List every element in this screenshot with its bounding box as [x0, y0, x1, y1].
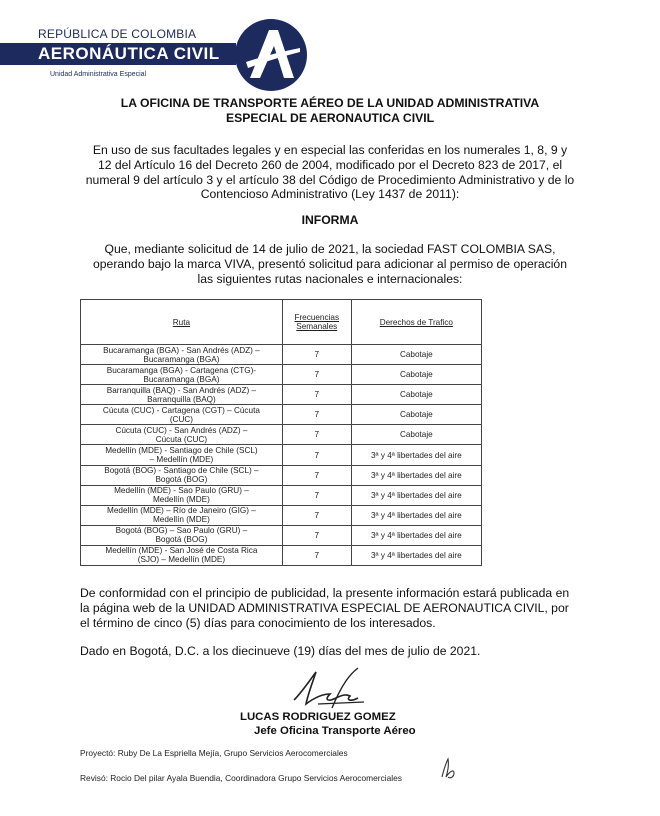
table-row — [81, 505, 482, 525]
traffic-rights-cell: 3ª y 4ª libertades del aire — [351, 485, 481, 505]
routes-table — [80, 299, 482, 566]
reviewed-by: Revisó: Rocio Del pilar Ayala Buendia, Coordinadora Grupo Servicios Aerocomerciales — [80, 773, 402, 783]
route-line: Medellín (MDE) – Río de Janeiro (GIG) – — [107, 506, 256, 516]
frequency-cell: 7 — [282, 485, 351, 505]
route-cell — [81, 445, 283, 465]
traffic-rights-cell: Cabotaje — [351, 405, 481, 425]
publicity-line: De conformidad con el principio de publicidad, la presente información estará publicada en — [80, 586, 570, 600]
frequency-cell: 7 — [282, 425, 351, 445]
route-cell — [81, 465, 283, 485]
table-row — [81, 365, 482, 385]
intro-line: En uso de sus facultades legales y en especial las conferidas en los numerales 1, 8, 9 y — [92, 143, 568, 157]
traffic-rights-cell: Cabotaje — [351, 365, 481, 385]
table-row — [81, 465, 482, 485]
request-line: operando bajo la marca VIVA, presentó solicitud para adicionar al permiso de operación — [92, 256, 567, 271]
table-row — [81, 345, 482, 365]
projected-by: Proyectó: Ruby De La Espriella Mejía, Grupo Servicios Aerocomerciales — [80, 748, 348, 758]
frequency-cell: 7 — [282, 405, 351, 425]
intro-line: 12 del Artículo 16 del Decreto 260 de 2004, modificado por el Decreto 823 de 2017, el — [97, 157, 563, 172]
route-line: Medellín (MDE) - San José de Costa Rica — [105, 546, 258, 556]
signer-name: LUCAS RODRIGUEZ GOMEZ — [240, 711, 396, 723]
table-row — [81, 385, 482, 405]
route-line: Medellín (MDE) - Sao Paulo (GRU) – — [114, 486, 249, 496]
document-title — [80, 96, 580, 126]
publicity-line: el término de cinco (5) días para conocimiento de los interesados. — [80, 615, 436, 630]
traffic-rights-cell: 3ª y 4ª libertades del aire — [351, 465, 481, 485]
route-line: Cúcuta (CUC) - San Andrés (ADZ) – — [115, 425, 248, 435]
signer-block — [240, 710, 416, 738]
reviewer-initial — [438, 757, 458, 781]
traffic-rights-cell: 3ª y 4ª libertades del aire — [351, 505, 481, 525]
frequency-cell: 7 — [282, 345, 351, 365]
table-row — [81, 525, 482, 545]
frequency-cell: 7 — [282, 465, 351, 485]
frequency-cell: 7 — [282, 385, 351, 405]
route-cell — [81, 405, 283, 425]
route-line: Barranquilla (BAQ) — [147, 394, 216, 404]
title-line: LA OFICINA DE TRANSPORTE AÉREO DE LA UNIDAD ADMINISTRATIVA — [120, 96, 540, 110]
route-line: Bogotá (BOG) - Santiago de Chile (SCL) – — [104, 466, 259, 476]
frequency-cell: 7 — [282, 525, 351, 545]
letterhead — [0, 18, 660, 108]
agency-name: AERONÁUTICA CIVIL — [38, 44, 220, 63]
aerocivil-logo-icon — [234, 18, 308, 92]
table-row — [81, 485, 482, 505]
route-line: Bucaramanga (BGA) — [143, 354, 220, 364]
request-line: las siguientes rutas nacionales e internacionales: — [197, 271, 463, 286]
publicity-line: la página web de la UNIDAD ADMINISTRATIVA ESPECIAL DE AERONAUTICA CIVIL, por — [80, 600, 569, 615]
route-cell — [81, 365, 283, 385]
route-cell — [81, 525, 283, 545]
route-line: (SJO) – Medellín (MDE) — [137, 555, 226, 565]
intro-line: Contencioso Administrativo (Ley 1437 de 2011): — [200, 187, 460, 202]
route-line: – Medellín (MDE) — [149, 455, 214, 465]
route-line: (CUC) — [169, 414, 194, 424]
table-row — [81, 405, 482, 425]
frequency-cell: 7 — [282, 445, 351, 465]
column-header-frecuencias — [282, 300, 351, 345]
route-line: Cúcuta (CUC) - Cartagena (CGT) – Cúcuta — [102, 405, 260, 415]
column-header-derechos: Derechos de Trafico — [351, 300, 481, 345]
request-paragraph — [70, 242, 590, 286]
route-line: Bucaramanga (BGA) - San Andrés (ADZ) – — [103, 345, 260, 355]
frequency-cell: 7 — [282, 545, 351, 565]
table-row — [81, 545, 482, 565]
route-line: Medellín (MDE) - Santiago de Chile (SCL) — [105, 446, 258, 456]
table-header-row — [81, 300, 482, 345]
route-line: Bucaramanga (BGA) - Cartagena (CTG)- — [106, 365, 257, 375]
route-cell — [81, 505, 283, 525]
intro-paragraph — [70, 143, 590, 202]
publicity-paragraph — [80, 586, 600, 630]
request-line: Que, mediante solicitud de 14 de julio de 2021, la sociedad FAST COLOMBIA SAS, — [104, 242, 556, 256]
route-cell — [81, 345, 283, 365]
table-row — [81, 425, 482, 445]
column-header-ruta: Ruta — [81, 300, 283, 345]
route-line: Bogotá (BOG) — [155, 535, 208, 545]
route-line: Cúcuta (CUC) — [155, 434, 208, 444]
unit-label: Unidad Administrativa Especial — [50, 71, 147, 78]
signer-role: Jefe Oficina Transporte Aéreo — [254, 725, 416, 737]
route-line: Bogotá (BOG) – Sao Paulo (GRU) – — [115, 526, 248, 536]
frequency-cell: 7 — [282, 365, 351, 385]
table-row — [81, 445, 482, 465]
freq-header-line: Semanales — [296, 322, 338, 331]
route-line: Bucaramanga (BGA) — [143, 374, 220, 384]
frequency-cell: 7 — [282, 505, 351, 525]
informa-heading: INFORMA — [301, 213, 359, 227]
route-line: Medellín (MDE) — [152, 515, 210, 525]
date-line: Dado en Bogotá, D.C. a los diecinueve (19) días del mes de julio de 2021. — [80, 644, 481, 658]
route-cell — [81, 545, 283, 565]
traffic-rights-cell: 3ª y 4ª libertades del aire — [351, 525, 481, 545]
handwritten-signature — [288, 664, 374, 714]
intro-line: numeral 9 del artículo 3 y el artículo 38 del Código de Procedimiento Administrativo y de lo — [85, 172, 575, 187]
freq-header-line: Frecuencias — [294, 313, 340, 322]
traffic-rights-cell: 3ª y 4ª libertades del aire — [351, 545, 481, 565]
traffic-rights-cell: Cabotaje — [351, 345, 481, 365]
route-cell — [81, 485, 283, 505]
title-line: ESPECIAL DE AERONAUTICA CIVIL — [225, 111, 435, 125]
traffic-rights-cell: Cabotaje — [351, 425, 481, 445]
traffic-rights-cell: 3ª y 4ª libertades del aire — [351, 445, 481, 465]
route-line: Bogotá (BOG) — [155, 475, 208, 485]
republic-label: REPÚBLICA DE COLOMBIA — [38, 27, 197, 41]
route-line: Barranquilla (BAQ) - San Andrés (ADZ) – — [106, 385, 257, 395]
route-cell — [81, 385, 283, 405]
route-line: Medellín (MDE) — [152, 495, 210, 505]
route-cell — [81, 425, 283, 445]
traffic-rights-cell: Cabotaje — [351, 385, 481, 405]
